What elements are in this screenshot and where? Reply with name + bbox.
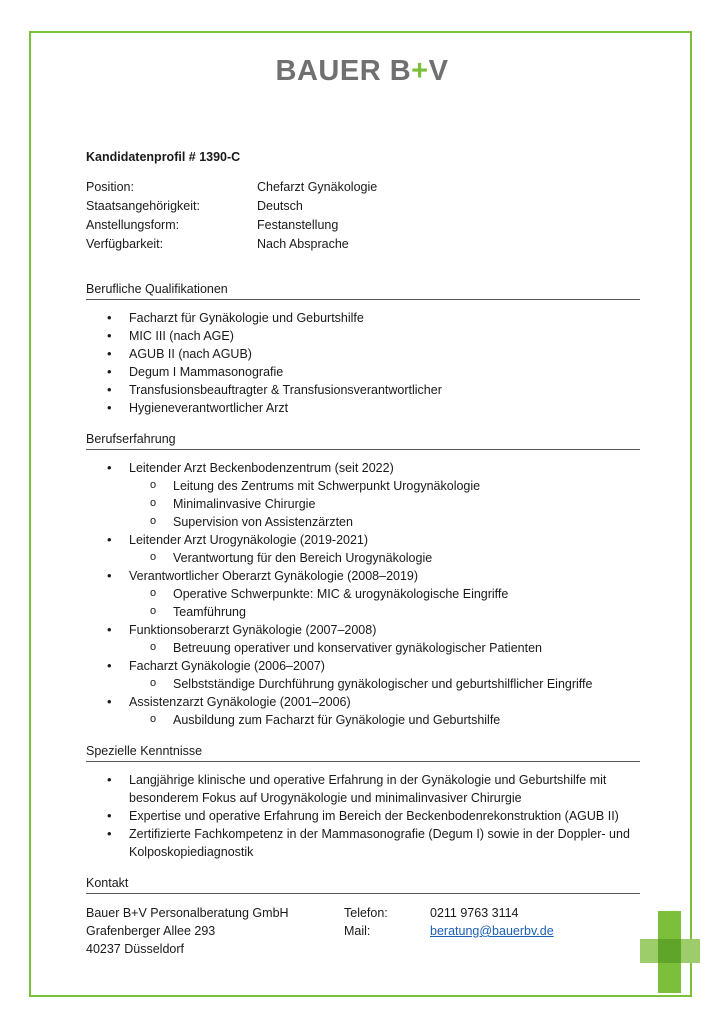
- list-item: • Transfusionsbeauftragter & Transfusionsverantwortlicher: [86, 381, 640, 399]
- company-logo: BAUER B+V: [275, 55, 449, 87]
- contact-values: [430, 904, 554, 958]
- company-name: Bauer B+V Personalberatung GmbH: [86, 906, 289, 920]
- detail-row-availability: [86, 235, 640, 254]
- phone-label: Telefon:: [344, 906, 388, 920]
- list-item: • Leitender Arzt Urogynäkologie (2019-2021): [86, 531, 640, 549]
- street: Grafenberger Allee 293: [86, 924, 216, 938]
- list-item: • Leitender Arzt Beckenbodenzentrum (seit 2022): [86, 459, 640, 477]
- city: 40237 Düsseldorf: [86, 942, 184, 956]
- list-item: • MIC III (nach AGE): [86, 327, 640, 345]
- detail-value: Nach Absprache: [257, 237, 349, 251]
- detail-label: Anstellungsform:: [86, 218, 180, 232]
- list-item: [86, 825, 640, 861]
- list-item-line: • Zertifizierte Fachkompetenz in der Mammasonografie (Degum I) sowie in der Doppler- und: [129, 827, 630, 841]
- list-item-line: Kolposkopiediagnostik: [129, 845, 254, 859]
- sub-list-item: o Teamführung: [86, 603, 640, 621]
- list-item-line: besonderem Fokus auf Urogynäkologie und minimalinvasiver Chirurgie: [129, 791, 522, 805]
- list-item: • Facharzt für Gynäkologie und Geburtshilfe: [86, 309, 640, 327]
- section-title-experience: Berufserfahrung: [86, 430, 640, 450]
- list-item: • Facharzt Gynäkologie (2006–2007): [86, 657, 640, 675]
- document-body: [86, 148, 640, 958]
- mail-label: Mail:: [344, 924, 371, 938]
- list-item: • Hygieneverantwortlicher Arzt: [86, 399, 640, 417]
- list-item-line: • Langjährige klinische und operative Erfahrung in der Gynäkologie und Geburtshilfe mit: [129, 773, 607, 787]
- detail-label: Verfügbarkeit:: [86, 237, 164, 251]
- sub-list-item: o Ausbildung zum Facharzt für Gynäkologie und Geburtshilfe: [86, 711, 640, 729]
- sub-list-item: o Verantwortung für den Bereich Urogynäkologie: [86, 549, 640, 567]
- detail-value: Chefarzt Gynäkologie: [257, 180, 378, 194]
- profile-title: Kandidatenprofil # 1390-C: [86, 150, 241, 164]
- skills-list: [86, 771, 640, 861]
- sub-list-item: o Betreuung operativer und konservativer gynäkologischer Patienten: [86, 639, 640, 657]
- list-item: • Degum I Mammasonografie: [86, 363, 640, 381]
- phone-number: 0211 9763 3114: [430, 906, 519, 920]
- list-item: • Funktionsoberarzt Gynäkologie (2007–2008): [86, 621, 640, 639]
- email-link[interactable]: beratung@bauerbv.de: [430, 924, 554, 938]
- detail-value: Festanstellung: [257, 218, 339, 232]
- list-item: • Verantwortlicher Oberarzt Gynäkologie (2008–2019): [86, 567, 640, 585]
- detail-row-employment: [86, 216, 640, 235]
- contact-address: [86, 904, 344, 958]
- sub-list-item: o Leitung des Zentrums mit Schwerpunkt Urogynäkologie: [86, 477, 640, 495]
- detail-label: Position:: [86, 180, 134, 194]
- sub-list-item: o Supervision von Assistenzärzten: [86, 513, 640, 531]
- list-item: [86, 771, 640, 807]
- sub-list-item: o Minimalinvasive Chirurgie: [86, 495, 640, 513]
- decorative-cross-center: [658, 939, 681, 963]
- contact-block: [86, 904, 640, 958]
- list-item: • AGUB II (nach AGUB): [86, 345, 640, 363]
- list-item: • Assistenzarzt Gynäkologie (2001–2006): [86, 693, 640, 711]
- section-title-contact: Kontakt: [86, 874, 640, 894]
- section-title-skills: Spezielle Kenntnisse: [86, 742, 640, 762]
- qualifications-list: [86, 309, 640, 417]
- contact-labels: [344, 904, 430, 958]
- experience-list: [86, 459, 640, 729]
- detail-label: Staatsangehörigkeit:: [86, 199, 200, 213]
- list-item-line: • Expertise und operative Erfahrung im Bereich der Beckenbodenrekonstruktion (AGUB II): [129, 809, 619, 823]
- sub-list-item: o Selbstständige Durchführung gynäkologischer und geburtshilflicher Eingriffe: [86, 675, 640, 693]
- sub-list-item: o Operative Schwerpunkte: MIC & urogynäkologische Eingriffe: [86, 585, 640, 603]
- detail-row-nationality: [86, 197, 640, 216]
- details-list: [86, 178, 640, 254]
- section-title-qualifications: Berufliche Qualifikationen: [86, 280, 640, 300]
- detail-value: Deutsch: [257, 199, 303, 213]
- list-item: [86, 807, 640, 825]
- detail-row-position: [86, 178, 640, 197]
